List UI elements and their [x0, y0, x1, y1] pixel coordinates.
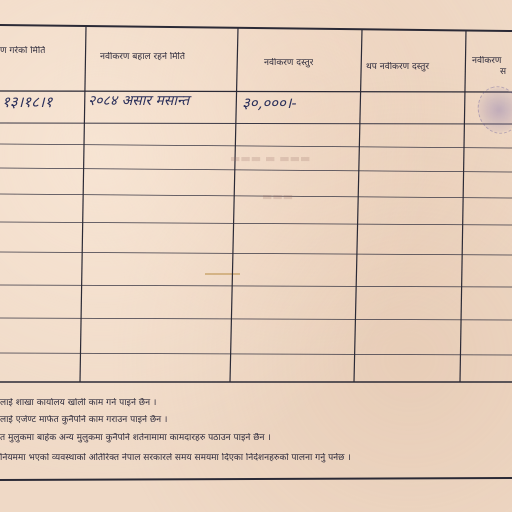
header-extra-char: स	[500, 67, 507, 77]
header-renewal-fee: नवीकरण दस्तुर	[264, 58, 314, 68]
bleed-through-mark: ▬▬▬	[262, 190, 294, 203]
header-additional-fee: थप नवीकरण दस्तुर	[366, 62, 430, 72]
row1-renewed-date: १३।१८।१	[2, 93, 53, 111]
header-renewed-date: ण गरेको मिति	[0, 46, 46, 56]
note-line-3: त मुलुकमा बाहेक अन्य मुलुकमा कुनैपनि शर्तनामामा कामदारहरु पठाउन पाइने छैन ।	[0, 433, 271, 443]
row1-valid-until: २०८४ असार मसान्त	[88, 93, 190, 109]
note-line-2: लाई एजेण्ट मार्फत कुनैपनि काम गराउन पाइने छैन ।	[0, 415, 168, 425]
header-valid-until: नवीकरण बहाल रहने मिति	[100, 52, 185, 62]
bleed-through-mark: ▬▬▬ ▬ ▬▬▬	[230, 152, 311, 165]
row1-renewal-fee: ३०,०००।-	[242, 94, 297, 112]
note-line-1: लाई शाखा कार्यालय खोली काम गर्न पाइने छैन ।	[0, 398, 157, 408]
note-line-4: नियममा भएको व्यवस्थाको अतिरिक्त नेपाल सरकारले समय समयमा दिएका निर्देशनहरुको पालना गर्नु पर्नेछ ।	[0, 453, 351, 463]
header-renewal-signature: नवीकरण	[472, 56, 502, 66]
